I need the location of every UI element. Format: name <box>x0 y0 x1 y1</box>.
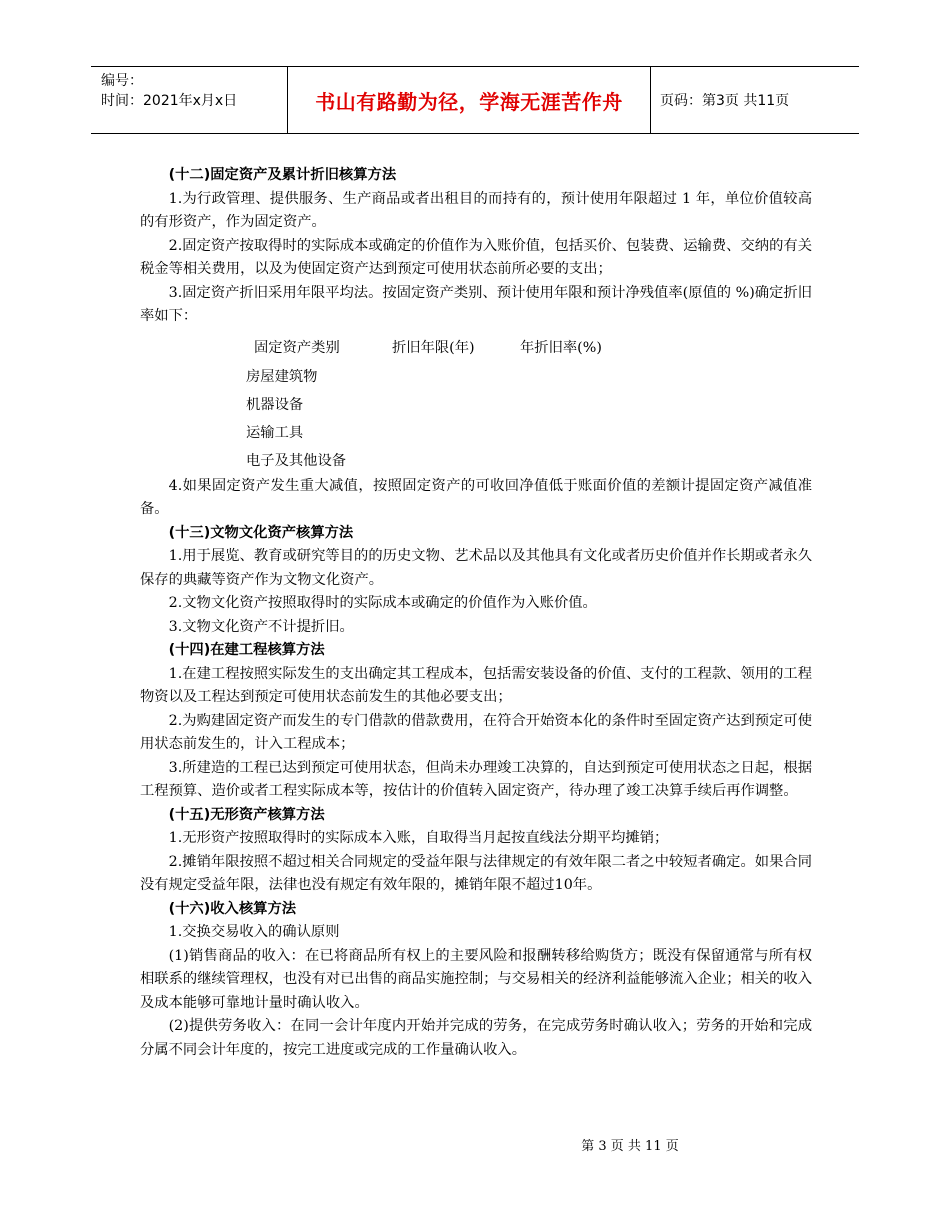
paragraph: 3.固定资产折旧采用年限平均法。按固定资产类别、预计使用年限和预计净残值率(原值的 %)确定折旧率如下： <box>140 284 812 324</box>
page-footer: 第 3 页 共 11 页 <box>581 1139 679 1154</box>
table-row: 电子及其他设备 <box>246 452 347 469</box>
col-header-years: 折旧年限(年) <box>392 339 475 356</box>
col-header-category: 固定资产类别 <box>254 339 340 356</box>
paragraph: 2.为购建固定资产而发生的专门借款的借款费用，在符合开始资本化的条件时至固定资产达到预定可使用状态前发生的，计入工程成本； <box>140 712 812 752</box>
paragraph: (2)提供劳务收入：在同一会计年度内开始并完成的劳务，在完成劳务时确认收入；劳务的开始和完成分属不同会计年度的，按完工进度或完成的工作量确认收入。 <box>140 1018 812 1058</box>
table-row: 房屋建筑物 <box>246 368 318 385</box>
document-header <box>91 66 859 134</box>
depreciation-table-header <box>140 335 812 363</box>
header-divider <box>650 67 651 133</box>
paragraph: 1.无形资产按照取得时的实际成本入账，自取得当月起按直线法分期平均摊销； <box>168 830 669 846</box>
paragraph: 1.在建工程按照实际发生的支出确定其工程成本，包括需安装设备的价值、支付的工程款、领用的工程物资以及工程达到预定可使用状态前发生的其他必要支出； <box>140 665 812 705</box>
paragraph: 1.用于展览、教育或研究等目的的历史文物、艺术品以及其他具有文化或者历史价值并作长期或者永久保存的典藏等资产作为文物文化资产。 <box>140 548 812 588</box>
paragraph: (1)销售商品的收入：在已将商品所有权上的主要风险和报酬转移给购货方；既没有保留通常与所有权相联系的继续管理权，也没有对已出售的商品实施控制；与交易相关的经济利益能够流入企业；相关的收入及成本能够可靠地计量时确认收入。 <box>140 947 812 1011</box>
time-label: 时间：2021年x月x日 <box>101 93 238 109</box>
paragraph: 2.摊销年限按照不超过相关合同规定的受益年限与法律规定的有效年限二者之中较短者确定。如果合同没有规定受益年限，法律也没有规定有效年限的，摊销年限不超过10年。 <box>140 853 812 893</box>
paragraph: 1.交换交易收入的确认原则 <box>168 924 340 940</box>
code-label: 编号： <box>101 73 143 89</box>
paragraph: 4.如果固定资产发生重大减值，按照固定资产的可收回净值低于账面价值的差额计提固定资产减值准备。 <box>140 477 812 517</box>
table-row: 运输工具 <box>246 424 304 441</box>
section-title: (十三)文物文化资产核算方法 <box>168 524 354 541</box>
section-title: (十五)无形资产核算方法 <box>168 806 325 823</box>
col-header-rate: 年折旧率(%) <box>520 339 602 356</box>
section-title: (十六)收入核算方法 <box>168 900 297 917</box>
header-motto: 书山有路勤为径，学海无涯苦作舟 <box>315 89 623 114</box>
paragraph: 3.文物文化资产不计提折旧。 <box>168 618 354 635</box>
section-title: (十二)固定资产及累计折旧核算方法 <box>168 167 397 183</box>
header-page-info: 页码：第3页 共11页 <box>660 93 790 109</box>
paragraph: 3.所建造的工程已达到预定可使用状态，但尚未办理竣工决算的，自达到预定可使用状态之日起，根据工程预算、造价或者工程实际成本等，按估计的价值转入固定资产，待办理了竣工决算手续后再作调整。 <box>140 759 812 799</box>
paragraph: 2.固定资产按取得时的实际成本或确定的价值作为入账价值，包括买价、包装费、运输费、交纳的有关税金等相关费用，以及为使固定资产达到预定可使用状态前所必要的支出； <box>140 237 812 277</box>
paragraph: 1.为行政管理、提供服务、生产商品或者出租目的而持有的，预计使用年限超过 1 年，单位价值较高的有形资产，作为固定资产。 <box>140 190 812 230</box>
table-row: 机器设备 <box>246 396 304 413</box>
paragraph: 2.文物文化资产按照取得时的实际成本或确定的价值作为入账价值。 <box>168 595 597 611</box>
section-title: (十四)在建工程核算方法 <box>168 642 325 658</box>
document-body <box>140 164 812 1062</box>
header-meta <box>101 71 286 111</box>
